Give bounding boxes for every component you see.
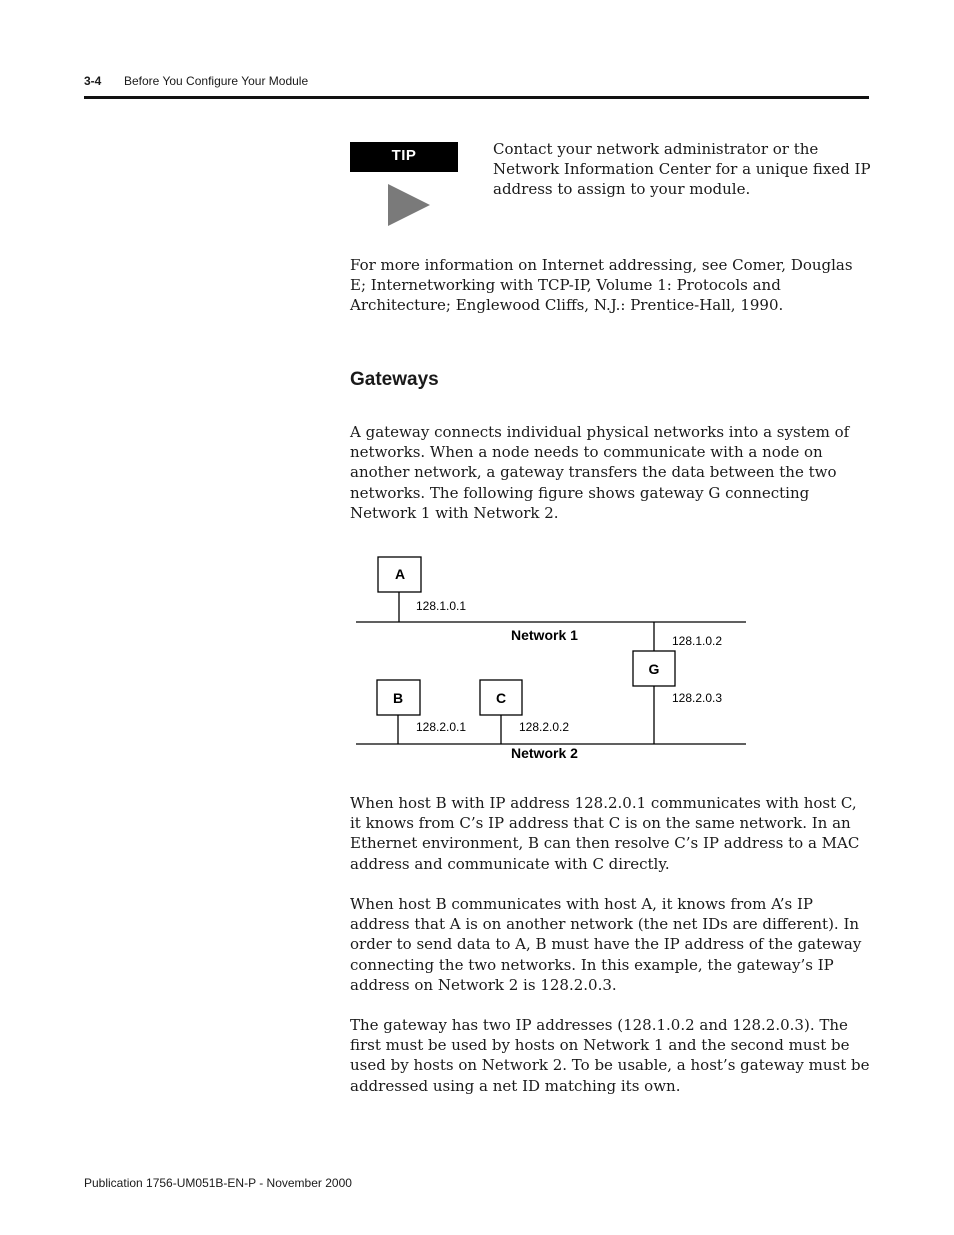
tip-badge: TIP [350,142,458,172]
paragraph-host-b-to-a: When host B communicates with host A, it knows from A’s IP address that A is on another network (the net IDs are different). In order to send data to A, B must have the IP address of the gateway connecting the two networks. In this example, the gateway’s IP address on Network 2 is 128.2.0.3. [350,895,862,994]
host-a-label: A [394,566,406,582]
host-b-ip: 128.2.0.1 [416,720,467,734]
host-a-ip: 128.1.0.1 [416,599,467,613]
network2-label: Network 2 [511,745,578,761]
publication-footer: Publication 1756-UM051B-EN-P - November 2000 [84,1176,352,1190]
paragraph-host-b-to-c: When host B with IP address 128.2.0.1 communicates with host C, it knows from C’s IP address that C is on the same network. In an Ethernet environment, B can then resolve C’s IP address to a MAC address and communicate with C directly. [350,794,860,873]
gateway-g-label: G [648,661,660,677]
tip-text: Contact your network administrator or the Network Information Center for a unique fixed IP address to assign to your module. [493,140,871,199]
reference-paragraph: For more information on Internet addressing, see Comer, Douglas E; Internetworking with TCP-IP, Volume 1: Protocols and Architecture; Englewood Cliffs, N.J.: Prentice-Hall, 1990. [350,256,853,315]
section-intro-paragraph: A gateway connects individual physical networks into a system of networks. When a node needs to communicate with a node on another network, a gateway transfers the data between the two networks. The following figure shows gateway G connecting Network 1 with Network 2. [350,423,850,522]
running-header-title: Before You Configure Your Module [124,74,309,88]
host-b-label: B [392,690,404,706]
host-c-ip: 128.2.0.2 [519,720,570,734]
paragraph-gateway-addresses: The gateway has two IP addresses (128.1.0.2 and 128.2.0.3). The first must be used by hosts on Network 1 and the second must be used by hosts on Network 2. To be usable, a host’s gateway must be addressed using a net ID matching its own. [350,1016,870,1095]
network1-label: Network 1 [511,627,578,643]
host-c-label: C [495,690,507,706]
gateway-g-ip-network2: 128.2.0.3 [672,691,723,705]
page-number: 3-4 [84,74,102,88]
section-heading: Gateways [350,369,439,390]
gateway-g-ip-network1: 128.1.0.2 [672,634,723,648]
